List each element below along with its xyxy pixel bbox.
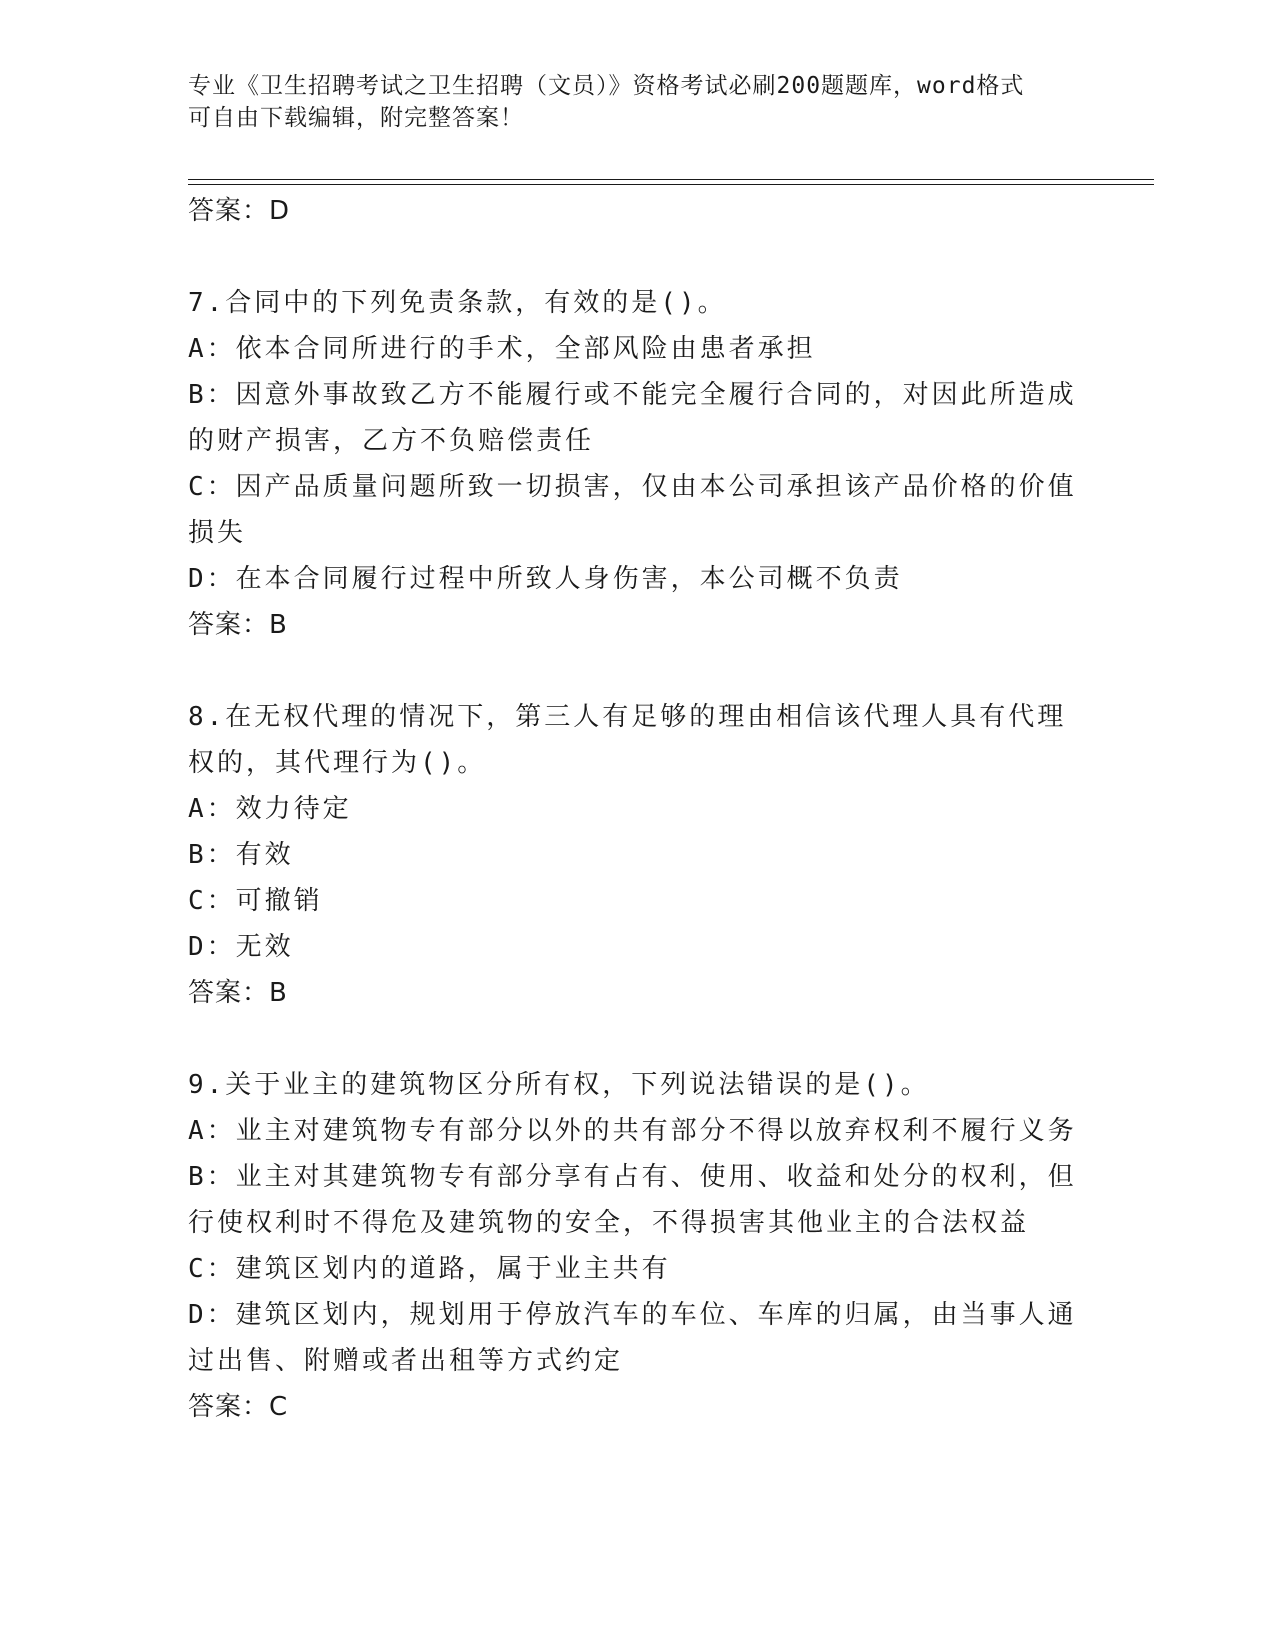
question-8-stem: 8.在无权代理的情况下，第三人有足够的理由相信该代理人具有代理 — [188, 702, 1067, 732]
question-9-option-d-cont: 过出售、附赠或者出租等方式约定 — [188, 1346, 624, 1376]
question-8-option-a: A：效力待定 — [188, 794, 352, 824]
question-9 — [188, 1062, 1088, 1430]
question-7-option-b: B：因意外事故致乙方不能履行或不能完全履行合同的，对因此所造成 — [188, 380, 1077, 410]
question-7-stem: 7.合同中的下列免责条款，有效的是()。 — [188, 288, 727, 318]
header-rule-bottom — [188, 184, 1154, 185]
question-7-option-b-cont: 的财产损害，乙方不负赔偿责任 — [188, 426, 595, 456]
question-7-option-a: A：依本合同所进行的手术，全部风险由患者承担 — [188, 334, 816, 364]
question-7-option-d: D：在本合同履行过程中所致人身伤害，本公司概不负责 — [188, 564, 903, 594]
header-rule-top — [188, 179, 1154, 180]
spacer — [188, 648, 1088, 694]
question-7-option-c-cont: 损失 — [188, 518, 247, 548]
question-9-option-d: D：建筑区划内，规划用于停放汽车的车位、车库的归属，由当事人通 — [188, 1300, 1077, 1330]
question-list — [188, 188, 1088, 1430]
previous-answer: 答案：D — [188, 196, 291, 226]
question-9-option-c: C：建筑区划内的道路，属于业主共有 — [188, 1254, 671, 1284]
spacer — [188, 1016, 1088, 1062]
spacer — [188, 234, 1088, 280]
question-7-option-c: C：因产品质量问题所致一切损害，仅由本公司承担该产品价格的价值 — [188, 472, 1077, 502]
header-line-1: 专业《卫生招聘考试之卫生招聘（文员）》资格考试必刷200题题库，word格式 — [188, 73, 1025, 99]
question-8-option-c: C：可撤销 — [188, 886, 323, 916]
document-header — [188, 70, 1088, 134]
question-8 — [188, 694, 1088, 1016]
question-8-option-b: B：有效 — [188, 840, 294, 870]
question-9-option-a: A：业主对建筑物专有部分以外的共有部分不得以放弃权利不履行义务 — [188, 1116, 1077, 1146]
question-9-answer: 答案：C — [188, 1392, 289, 1422]
question-7 — [188, 280, 1088, 648]
question-8-stem-cont: 权的，其代理行为()。 — [188, 748, 487, 778]
header-line-2: 可自由下载编辑，附完整答案！ — [188, 105, 524, 131]
question-7-answer: 答案：B — [188, 610, 288, 640]
question-9-option-b-cont: 行使权利时不得危及建筑物的安全，不得损害其他业主的合法权益 — [188, 1208, 1030, 1238]
question-8-answer: 答案：B — [188, 978, 288, 1008]
question-8-option-d: D：无效 — [188, 932, 294, 962]
question-9-option-b: B：业主对其建筑物专有部分享有占有、使用、收益和处分的权利，但 — [188, 1162, 1077, 1192]
question-9-stem: 9.关于业主的建筑物区分所有权，下列说法错误的是()。 — [188, 1070, 930, 1100]
